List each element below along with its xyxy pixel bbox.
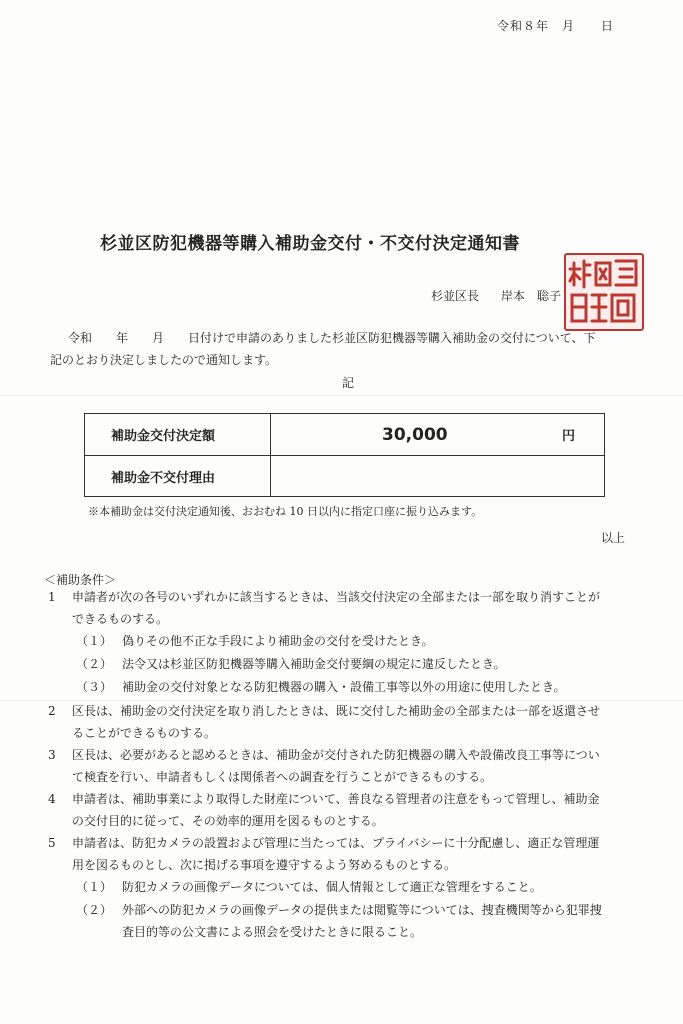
table-row bbox=[85, 414, 605, 456]
seal-icon bbox=[566, 255, 642, 329]
sub-condition-number: （１） bbox=[76, 880, 113, 894]
condition-number: 5 bbox=[48, 836, 56, 850]
condition-line-2: ることができるものする。 bbox=[72, 726, 217, 740]
non-grant-reason-label: 補助金不交付理由 bbox=[85, 456, 271, 497]
grant-amount-label: 補助金交付決定額 bbox=[85, 414, 271, 456]
sub-condition-item bbox=[76, 676, 566, 698]
grant-amount-cell bbox=[271, 414, 605, 456]
condition-line-1: 区長は、必要があると認めるときは、補助金が交付された防犯機器の購入や設備改良工事等につい bbox=[72, 748, 600, 762]
sub-condition-text: 偽りその他不正な手段により補助金の交付を受けたとき。 bbox=[122, 634, 434, 648]
sub-condition-number: （２） bbox=[76, 903, 113, 917]
condition-line-2: 用を図るものとし、次に掲げる事項を遵守するよう努めるものとする。 bbox=[72, 858, 457, 872]
condition-line-1: 申請者は、補助事業により取得した財産について、善良なる管理者の注意をもって管理し、補助金 bbox=[72, 792, 600, 806]
condition-number: 4 bbox=[48, 792, 56, 806]
paper-fold-line bbox=[0, 395, 683, 396]
condition-item bbox=[48, 744, 600, 788]
decision-table bbox=[84, 413, 605, 497]
condition-line-2: できるものする。 bbox=[72, 612, 169, 626]
sender-office: 杉並区長 bbox=[431, 289, 480, 303]
payment-note: ※本補助金は交付決定通知後、おおむね 10 日以内に指定口座に振り込みます。 bbox=[88, 505, 483, 518]
intro-paragraph bbox=[50, 327, 648, 371]
sub-condition-item bbox=[76, 876, 542, 898]
sub-condition-text-cont: 査目的等の公文書による照会を受けたときに限ること。 bbox=[122, 925, 423, 939]
sender-name: 岸本 聡子 bbox=[501, 289, 562, 303]
condition-item bbox=[48, 700, 600, 744]
condition-item bbox=[48, 788, 600, 832]
official-seal-stamp bbox=[564, 253, 644, 331]
intro-line-1: 令和 年 月 日付けで申請のありました杉並区防犯機器等購入補助金の交付について、下 bbox=[68, 331, 596, 345]
sub-condition-number: （３） bbox=[76, 680, 113, 694]
condition-item bbox=[48, 586, 600, 630]
condition-number: 3 bbox=[48, 748, 56, 762]
sub-condition-item bbox=[76, 899, 602, 943]
sub-condition-text: 法令又は杉並区防犯機器等購入補助金交付要綱の規定に違反したとき。 bbox=[122, 657, 506, 671]
table-row bbox=[85, 456, 605, 497]
condition-number: 1 bbox=[48, 590, 56, 604]
document-date: 令和８年 月 日 bbox=[497, 19, 615, 33]
condition-line-1: 区長は、補助金の交付決定を取り消したときは、既に交付した補助金の全部または一部を返還させ bbox=[72, 704, 601, 718]
sub-condition-text: 補助金の交付対象となる防犯機器の購入・設備工事等以外の用途に使用したとき。 bbox=[122, 680, 566, 694]
non-grant-reason-value bbox=[271, 456, 605, 497]
condition-line-1: 申請者は、防犯カメラの設置および管理に当たっては、プライバシーに十分配慮し、適正な管理運 bbox=[72, 836, 600, 850]
sender bbox=[431, 287, 561, 304]
grant-amount-value: 30,000 bbox=[382, 424, 448, 445]
sub-condition-item bbox=[76, 630, 434, 652]
document-title: 杉並区防犯機器等購入補助金交付・不交付決定通知書 bbox=[100, 234, 520, 254]
condition-number: 2 bbox=[48, 704, 56, 718]
conditions-heading: ＜補助条件＞ bbox=[44, 573, 117, 587]
intro-line-2: 記のとおり決定しましたので通知します。 bbox=[50, 353, 278, 367]
currency-unit: 円 bbox=[561, 428, 575, 444]
condition-line-2: の交付目的に従って、その効率的運用を図るものとする。 bbox=[72, 814, 384, 828]
ki-mark: 記 bbox=[342, 376, 355, 390]
condition-line-2: て検査を行い、申請者もしくは関係者への調査を行うことができるものする。 bbox=[72, 770, 493, 784]
sub-condition-number: （２） bbox=[76, 657, 113, 671]
condition-item bbox=[48, 832, 599, 876]
sub-condition-item bbox=[76, 653, 506, 675]
ijou-end-mark: 以上 bbox=[601, 531, 626, 545]
sub-condition-text: 外部への防犯カメラの画像データの提供または閲覧等については、捜査機関等から犯罪捜 bbox=[122, 903, 602, 917]
sub-condition-text: 防犯カメラの画像データについては、個人情報として適正な管理をすること。 bbox=[122, 880, 542, 894]
sub-condition-number: （１） bbox=[76, 634, 113, 648]
condition-line-1: 申請者が次の各号のいずれかに該当するときは、当該交付決定の全部または一部を取り消すことが bbox=[72, 590, 601, 604]
